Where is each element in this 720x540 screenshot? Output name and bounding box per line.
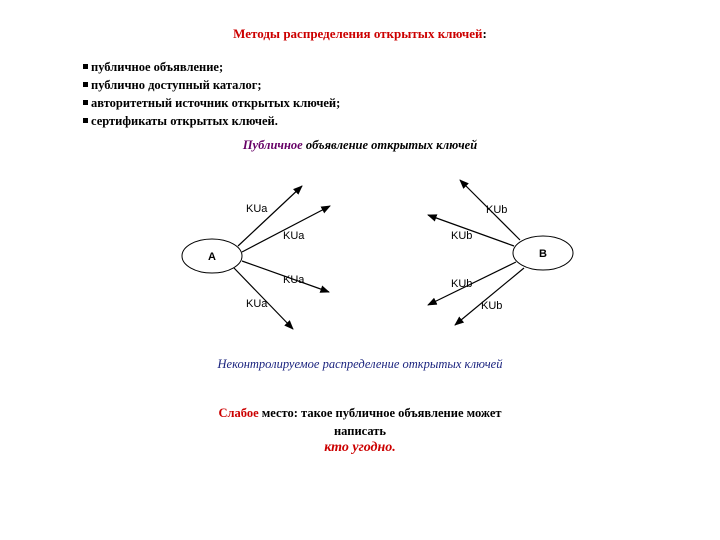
label-kua-4: KUa	[246, 298, 268, 310]
weakness-text: место: такое публичное объявление может	[258, 406, 502, 420]
label-kub-1: KUb	[486, 204, 508, 216]
diagram-heading-emph: Публичное	[242, 138, 303, 152]
label-kua-2: KUa	[283, 230, 305, 242]
anyone-text: кто угодно.	[324, 440, 396, 455]
list-item: сертификаты открытых ключей.	[83, 112, 340, 130]
list-item: публично доступный каталог;	[83, 76, 340, 94]
diagram-heading-rest: объявление открытых ключей	[302, 138, 478, 152]
label-kub-3: KUb	[451, 278, 473, 290]
title-colon: :	[482, 26, 487, 41]
title-text: Методы распределения открытых ключей	[233, 26, 483, 41]
node-a-label: A	[208, 251, 216, 263]
label-kub-2: KUb	[451, 230, 473, 242]
diagram-caption: Неконтролируемое распределение открытых ключей	[217, 357, 503, 371]
arrow-b-4	[455, 268, 524, 325]
node-b-label: B	[539, 248, 547, 260]
label-kua-3: KUa	[283, 274, 305, 286]
weakness-word: Слабое	[218, 406, 259, 420]
list-item: публичное объявление;	[83, 58, 340, 76]
label-kub-4: KUb	[481, 300, 503, 312]
weakness-note	[0, 404, 720, 440]
weakness-line2: написать	[333, 424, 387, 438]
list-item: авторитетный источник открытых ключей;	[83, 94, 340, 112]
label-kua-1: KUa	[246, 203, 268, 215]
